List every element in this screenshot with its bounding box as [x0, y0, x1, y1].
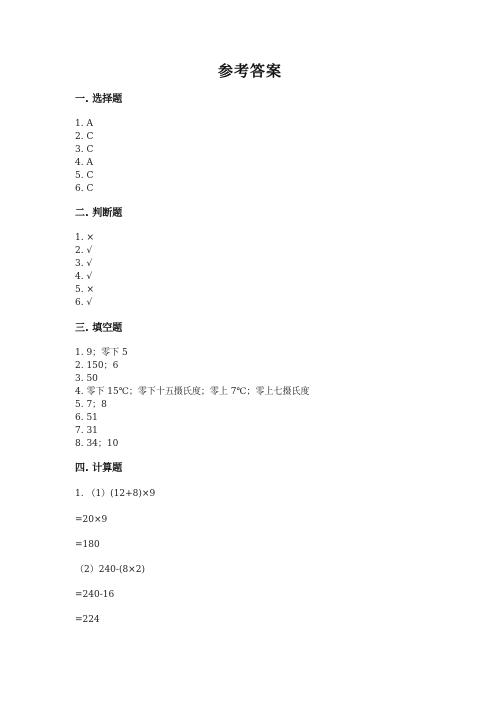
- answer-item: 4. √: [75, 272, 93, 282]
- answer-item: 7. 31: [75, 426, 98, 436]
- answer-item: 6. 51: [75, 413, 98, 423]
- page-title: 参考答案: [217, 62, 282, 80]
- answer-item: 6. √: [75, 298, 93, 308]
- answer-item: 2. √: [75, 246, 93, 256]
- answer-item: 2. 150；6: [75, 361, 119, 371]
- section-multiple-choice: [75, 93, 475, 196]
- answer-item: 2. C: [75, 132, 94, 142]
- answer-list: [75, 232, 475, 310]
- answer-item: 4. 零下 15℃；零下十五摄氏度；零上 7℃；零上七摄氏度: [75, 387, 310, 397]
- answer-list: [75, 347, 475, 451]
- answer-item: 5. C: [75, 171, 94, 181]
- answer-item: 5. ×: [75, 285, 94, 295]
- answer-item: 3. C: [75, 145, 94, 155]
- calculation-line: 1. （1）(12+8)×9: [75, 489, 156, 499]
- calculation-line: =20×9: [75, 515, 108, 525]
- answer-item: 4. A: [75, 158, 93, 168]
- answer-item: 1. ×: [75, 233, 94, 243]
- section-heading: 四. 计算题: [75, 463, 123, 474]
- answer-item: 1. 9；零下 5: [75, 348, 128, 358]
- answer-item: 1. A: [75, 119, 93, 129]
- calculation-line: =180: [75, 540, 100, 550]
- section-heading: 一. 选择题: [75, 94, 123, 105]
- answer-item: 6. C: [75, 184, 94, 194]
- section-true-false: [75, 207, 475, 310]
- calculation-line: =240-16: [75, 590, 115, 600]
- section-fill-in-blank: [75, 322, 475, 451]
- section-calculation: [75, 462, 475, 476]
- calculation-line: =224: [75, 615, 100, 625]
- calculation-line: （2）240-(8×2): [75, 565, 145, 575]
- section-heading: 二. 判断题: [75, 208, 123, 219]
- answer-item: 3. √: [75, 259, 93, 269]
- answer-item: 3. 50: [75, 374, 98, 384]
- answer-list: [75, 118, 475, 196]
- section-heading: 三. 填空题: [75, 323, 123, 334]
- answer-item: 5. 7；8: [75, 400, 107, 410]
- answer-item: 8. 34；10: [75, 439, 119, 449]
